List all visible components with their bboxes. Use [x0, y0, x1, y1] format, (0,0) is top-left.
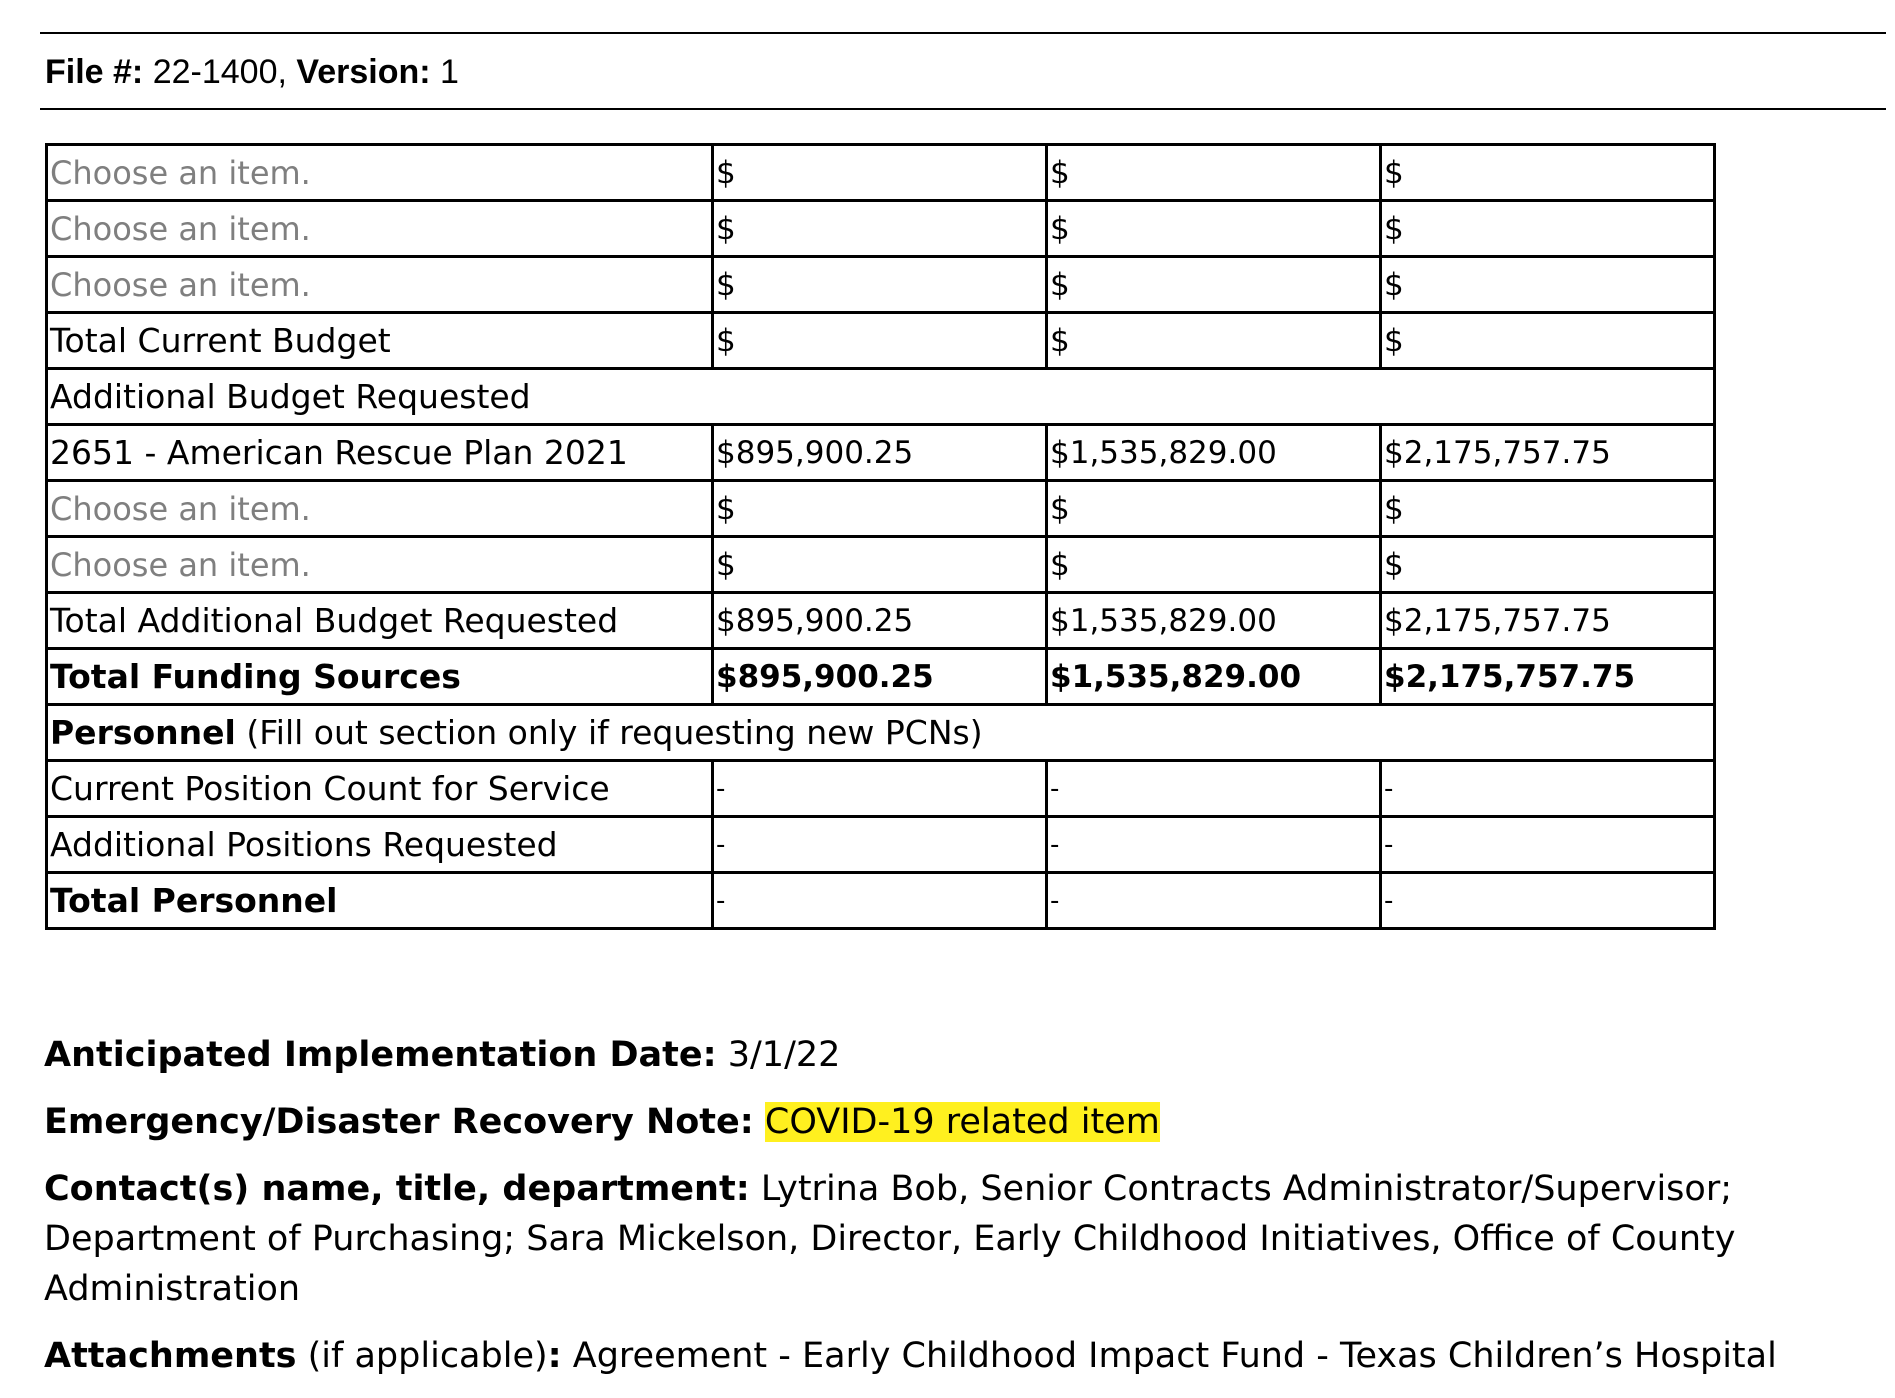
version-label: Version:: [296, 53, 431, 91]
amount-cell: $: [713, 481, 1047, 537]
amount-cell: $: [1381, 201, 1715, 257]
row-label: Current Position Count for Service: [47, 761, 713, 817]
row-label: Total Additional Budget Requested: [47, 593, 713, 649]
amount-cell: -: [1381, 761, 1715, 817]
amount-cell: -: [1381, 817, 1715, 873]
amount-cell: $: [1047, 537, 1381, 593]
amount-cell: $2,175,757.75: [1381, 649, 1715, 705]
amount-cell: $: [1047, 145, 1381, 201]
choose-item-dropdown[interactable]: Choose an item.: [47, 481, 713, 537]
contacts-line: [44, 1164, 1874, 1314]
amount-cell: $895,900.25: [713, 425, 1047, 481]
amount-cell: $: [1047, 201, 1381, 257]
file-number: 22-1400,: [152, 53, 287, 91]
amount-cell: $: [1047, 481, 1381, 537]
amount-cell: $895,900.25: [713, 649, 1047, 705]
budget-table-body: [47, 145, 1715, 929]
amount-cell: $2,175,757.75: [1381, 593, 1715, 649]
implementation-date-value: 3/1/22: [716, 1035, 841, 1075]
amount-cell: -: [1047, 817, 1381, 873]
table-row: [47, 705, 1715, 761]
amount-cell: $: [1381, 313, 1715, 369]
budget-table: [45, 143, 1716, 930]
table-row: [47, 873, 1715, 929]
row-label: 2651 - American Rescue Plan 2021: [47, 425, 713, 481]
attachments-qualifier: (if applicable): [296, 1336, 548, 1376]
table-row: [47, 145, 1715, 201]
emergency-note-line: [44, 1097, 1874, 1147]
amount-cell: -: [1047, 873, 1381, 929]
amount-cell: $: [713, 257, 1047, 313]
choose-item-dropdown[interactable]: Choose an item.: [47, 145, 713, 201]
attachments-value: Agreement - Early Childhood Impact Fund - Texas Children’s Hospital: [561, 1336, 1777, 1376]
amount-cell: $1,535,829.00: [1047, 649, 1381, 705]
table-row: [47, 425, 1715, 481]
attachments-line: [44, 1331, 1874, 1381]
section-note: (Fill out section only if requesting new PCNs): [235, 713, 983, 752]
amount-cell: $: [1381, 257, 1715, 313]
table-row: [47, 593, 1715, 649]
table-row: [47, 817, 1715, 873]
amount-cell: $1,535,829.00: [1047, 593, 1381, 649]
table-row: [47, 201, 1715, 257]
row-label: [47, 705, 1715, 761]
amount-cell: -: [1047, 761, 1381, 817]
notes-section: [44, 1030, 1874, 1398]
amount-cell: $: [713, 537, 1047, 593]
top-rule: [40, 32, 1886, 34]
row-label: Additional Positions Requested: [47, 817, 713, 873]
attachments-colon: :: [547, 1336, 562, 1376]
implementation-date-line: [44, 1030, 1874, 1080]
table-row: [47, 369, 1715, 425]
section-title: Personnel: [50, 713, 236, 752]
contacts-label: Contact(s) name, title, department:: [44, 1169, 750, 1209]
table-row: [47, 649, 1715, 705]
attachments-label: Attachments: [44, 1336, 297, 1376]
table-row: [47, 257, 1715, 313]
implementation-date-label: Anticipated Implementation Date:: [44, 1035, 717, 1075]
contacts-value: Lytrina Bob, Senior Contracts Administrator/Supervisor; Department of Purchasing; Sara Mickelson, Director, Early Childhood Initiatives, Office of County Administration: [44, 1169, 1736, 1309]
table-row: [47, 761, 1715, 817]
amount-cell: $: [1381, 145, 1715, 201]
version-value: 1: [440, 53, 459, 91]
table-row: [47, 313, 1715, 369]
amount-cell: -: [713, 873, 1047, 929]
amount-cell: -: [713, 761, 1047, 817]
amount-cell: $: [713, 201, 1047, 257]
amount-cell: $: [1381, 537, 1715, 593]
header-rule: [40, 108, 1886, 110]
amount-cell: -: [1381, 873, 1715, 929]
row-label: Total Current Budget: [47, 313, 713, 369]
amount-cell: $1,535,829.00: [1047, 425, 1381, 481]
amount-cell: $: [1047, 257, 1381, 313]
amount-cell: $: [713, 145, 1047, 201]
table-row: [47, 537, 1715, 593]
file-header: [45, 52, 459, 92]
emergency-note-value: COVID-19 related item: [764, 1102, 1160, 1142]
amount-cell: $: [713, 313, 1047, 369]
choose-item-dropdown[interactable]: Choose an item.: [47, 201, 713, 257]
amount-cell: $: [1381, 481, 1715, 537]
amount-cell: $895,900.25: [713, 593, 1047, 649]
row-label: Additional Budget Requested: [47, 369, 1715, 425]
amount-cell: -: [713, 817, 1047, 873]
file-label: File #:: [45, 53, 144, 91]
amount-cell: $2,175,757.75: [1381, 425, 1715, 481]
amount-cell: $: [1047, 313, 1381, 369]
row-label: Total Funding Sources: [47, 649, 713, 705]
choose-item-dropdown[interactable]: Choose an item.: [47, 537, 713, 593]
choose-item-dropdown[interactable]: Choose an item.: [47, 257, 713, 313]
table-row: [47, 481, 1715, 537]
row-label: Total Personnel: [47, 873, 713, 929]
emergency-note-label: Emergency/Disaster Recovery Note:: [44, 1102, 754, 1142]
